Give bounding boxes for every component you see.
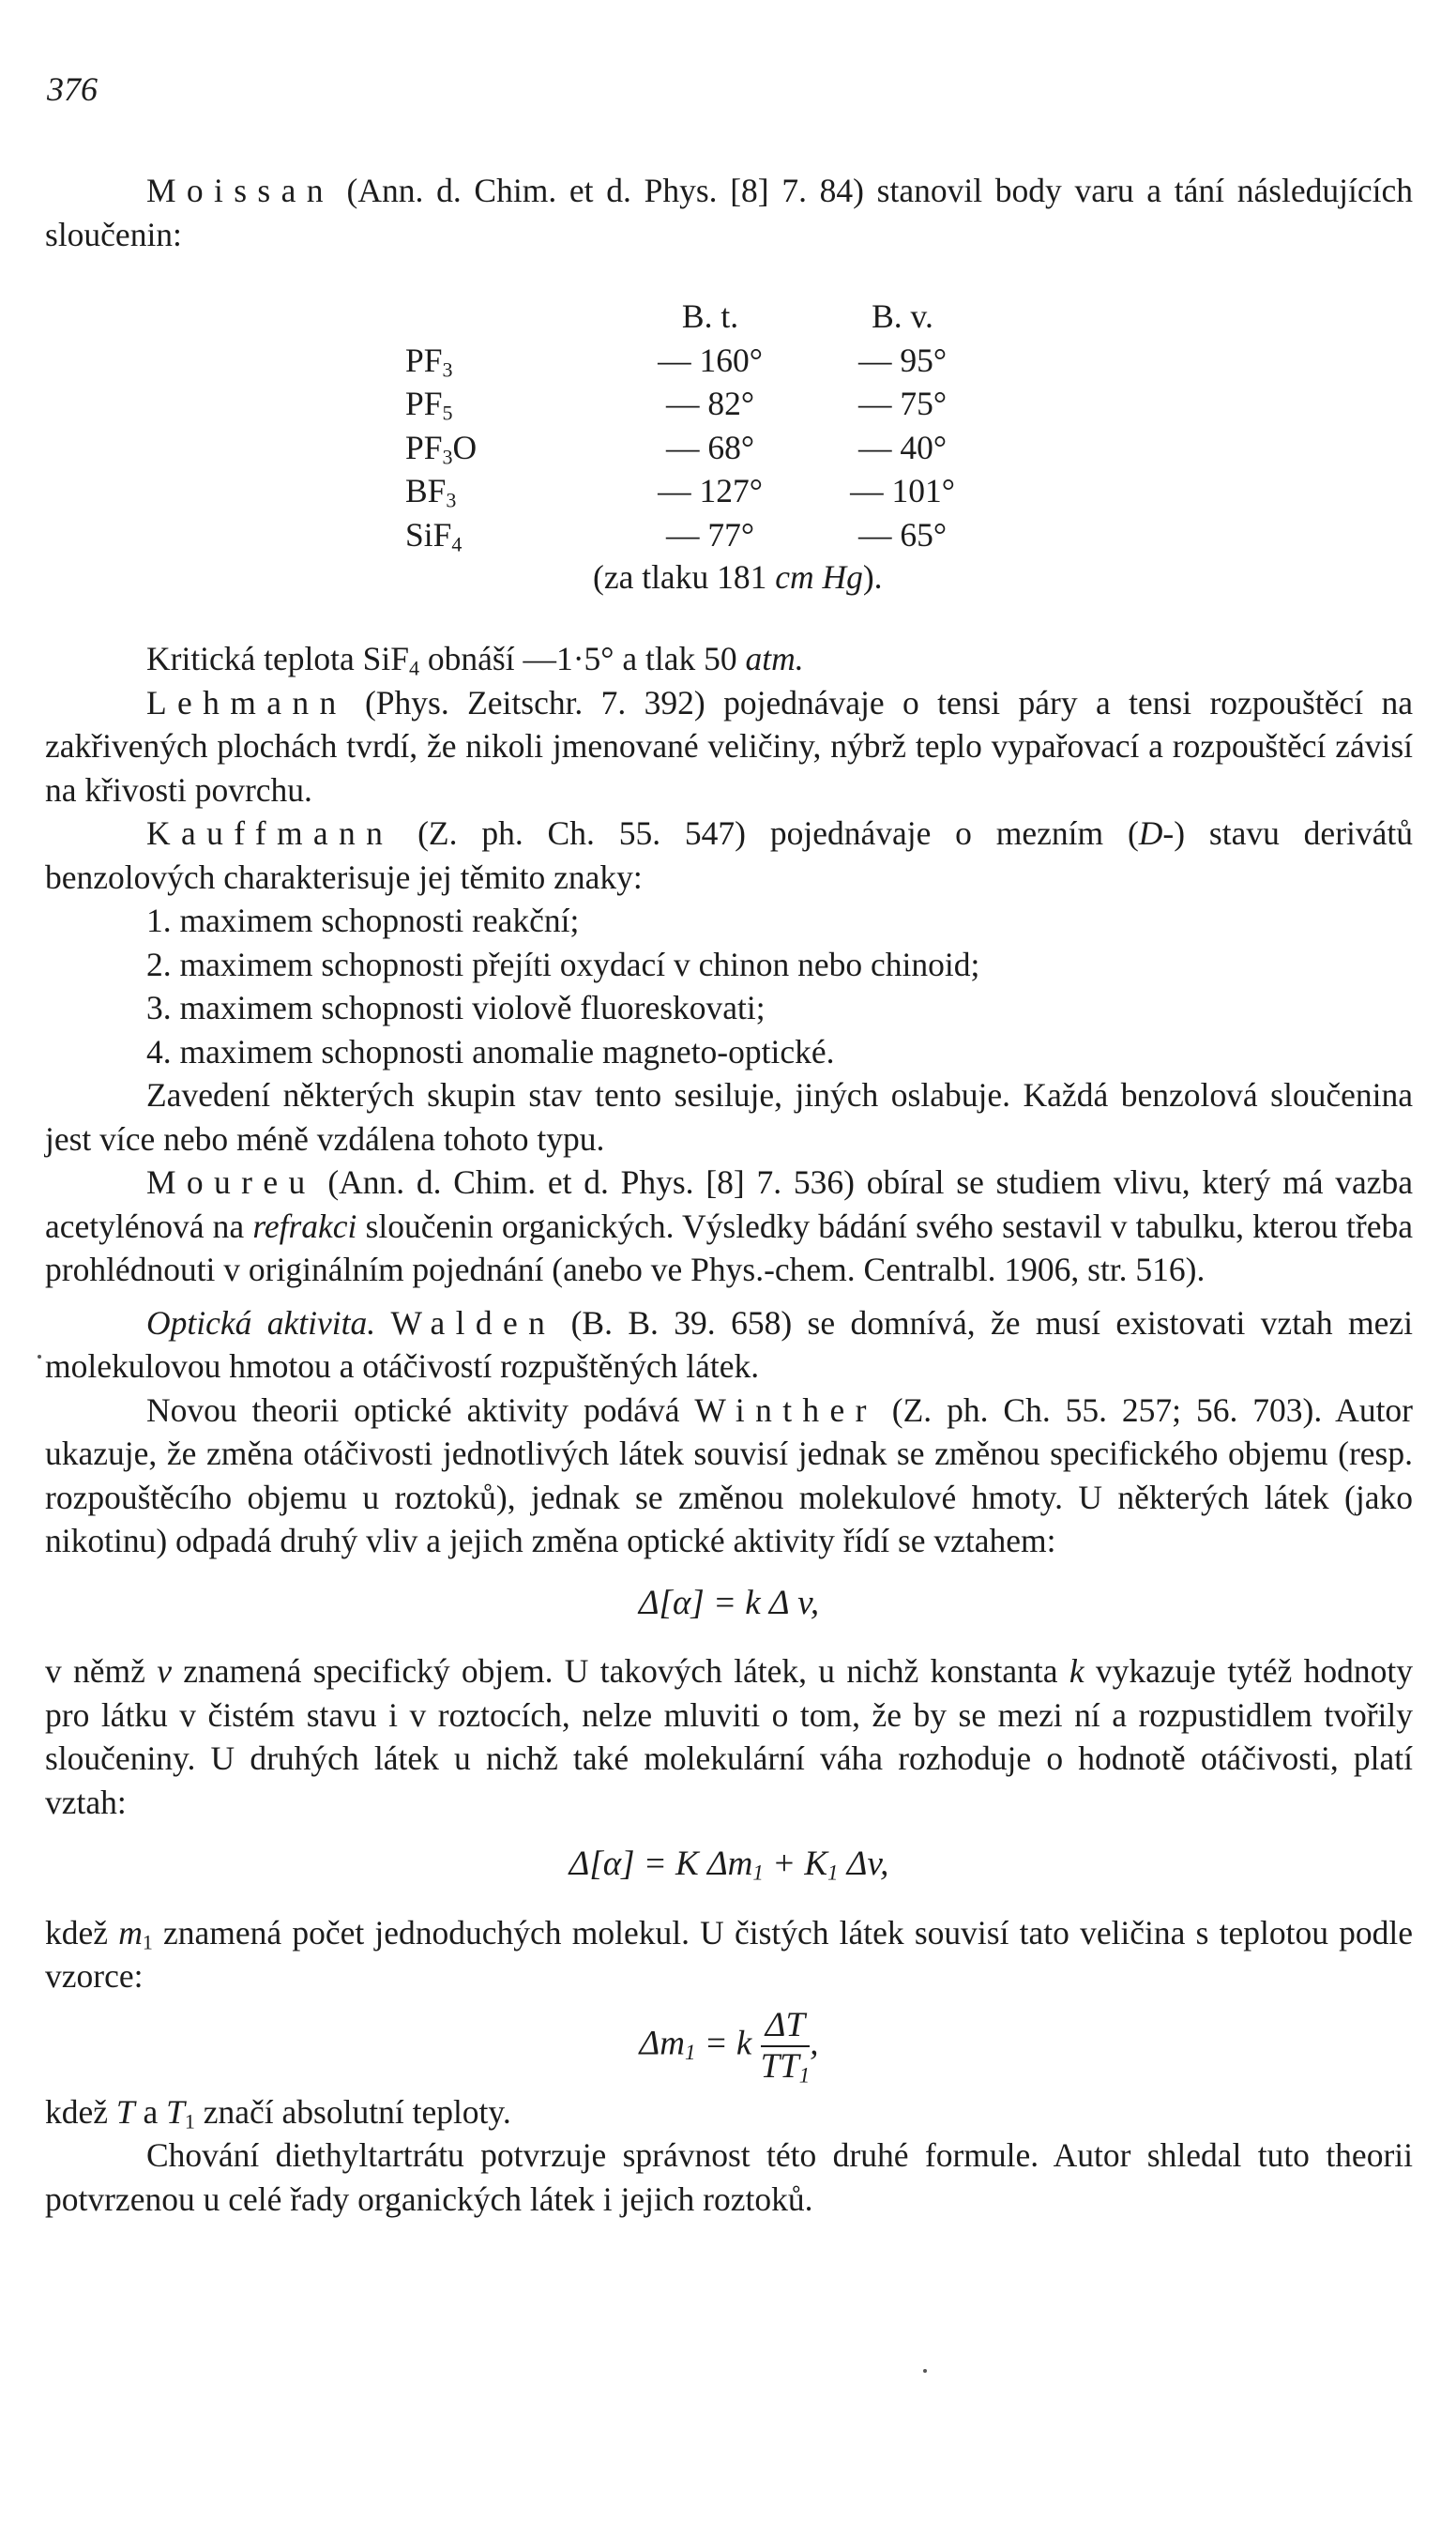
- table-header: [405, 295, 593, 339]
- paragraph-critical: Kritická teplota SiF$_4$ obnáší —1·5° a tlak 50 atm.: [146, 640, 804, 680]
- margin-mark: [923, 2369, 927, 2373]
- table-cell-bv: — 40°: [857, 428, 948, 466]
- page-number: 376: [47, 70, 98, 108]
- table-cell-bt: — 82°: [665, 385, 755, 422]
- list-item: 1. maximem schopnosti reakční;: [146, 902, 580, 939]
- table-header-row: [405, 295, 978, 339]
- table-cell-formula: $PF_3O$: [405, 428, 478, 468]
- fraction: $\frac{\Delta T}{TT_1}$: [760, 2005, 811, 2088]
- table-header: B. t.: [681, 297, 739, 335]
- list-item: 3. maximem schopnosti violově fluoreskovati;: [146, 989, 766, 1026]
- author-moissan: Moissan: [146, 172, 334, 209]
- table-cell-bt: — 127°: [658, 472, 763, 509]
- table-cell-bv: — 65°: [857, 515, 948, 554]
- pressure-note: (za tlaku 181 cm Hg).: [593, 558, 883, 596]
- table-cell-bt: — 77°: [665, 515, 755, 554]
- table-row: [405, 513, 978, 557]
- author-winther: Winther: [694, 1390, 877, 1429]
- margin-mark: [38, 1355, 41, 1359]
- table-cell-formula: $PF_5$: [405, 385, 453, 425]
- paragraph-zavedeni: Zavedení některých skupin stav tento sesiluje, jiných oslabuje. Každá benzolová sloučenina jest více nebo méně vzdálena tohoto typu.: [45, 1076, 1413, 1158]
- main-text: [45, 637, 1413, 2221]
- table-cell-formula: SiF$_4$: [405, 515, 463, 555]
- table-cell-bt: — 68°: [665, 428, 755, 466]
- author-moureu: Moureu: [146, 1163, 316, 1201]
- table-row: [405, 469, 978, 513]
- equation-3: $\Delta m_1 = k$ $\frac{\Delta T}{TT_1}$ ,: [639, 2005, 819, 2088]
- paragraph-t: kdež T a $T_1$ značí absolutní teploty.: [45, 2092, 511, 2133]
- table-row: [405, 426, 978, 470]
- paragraph-optical: Optická aktivita. Walden (B. B. 39. 658) se domnívá, že musí existovati vztah mezi molekulovou hmotou a otáčivostí rozpuštěných látek.: [45, 1303, 1413, 1385]
- equation-2: Δ[α] = K $\Delta m_1 + K_1$ Δv,: [569, 1845, 889, 1885]
- paragraph-m: kdež $m_1$ znamená počet jednoduchých molekul. U čistých látek souvisí tato veličina s teplotou podle vzorce:: [45, 1913, 1414, 1995]
- paragraph-chovani: Chování diethyltartrátu potvrzuje správnost této druhé formule. Autor shledal tuto theorii potvrzenou u celé řady organických látek i jejich roztoků.: [45, 2136, 1413, 2218]
- author-kauffmann: Kauffmann: [146, 814, 394, 852]
- paragraph-kauffmann: Kauffmann (Z. ph. Ch. 55. 547) pojednávaje o mezním (D-) stavu derivátů benzolových charakterisuje jej těmito znaky:: [45, 814, 1413, 896]
- table-row: [405, 382, 978, 426]
- author-walden: Walden: [390, 1303, 556, 1342]
- list-item: 2. maximem schopnosti přejíti oxydací v chinon nebo chinoid;: [146, 945, 980, 983]
- table-cell-bt: — 160°: [658, 341, 763, 379]
- paragraph-v: v němž v znamená specifický objem. U takových látek, u nichž konstanta k vykazuje tytéž hodnoty pro látku v čistém stavu i v roztocích, nelze mluviti o tom, že by se mezi ní a rozpustidlem tvořily sloučeniny. U druhých látek u nichž také molekulární váha rozhoduje o hodnotě otáčivosti, platí vztah:: [45, 1652, 1413, 1821]
- temperature-table: [405, 295, 978, 556]
- paragraph-moureu: Moureu (Ann. d. Chim. et d. Phys. [8] 7. 536) obíral se studiem vlivu, který má vazba acetylénová na refrakci sloučenin organických. Výsledky bádání svého sestavil v tabulku, kterou třeba prohlédnouti v originálním pojednání (anebo ve Phys.-chem. Centralbl. 1906, str. 516).: [45, 1163, 1413, 1288]
- table-cell-bv: — 75°: [857, 385, 948, 422]
- equation-1: Δ[α] = k Δ v,: [638, 1583, 820, 1622]
- table-cell-formula: $PF_3$: [405, 341, 453, 381]
- section-heading: Optická aktivita.: [146, 1303, 376, 1342]
- table-cell-bv: — 101°: [850, 472, 955, 509]
- author-lehmann: Lehmann: [146, 683, 347, 721]
- table-cell-bv: — 95°: [857, 341, 948, 379]
- paragraph-moissan: [45, 169, 1413, 256]
- table-header: B. v.: [872, 297, 933, 335]
- list-item: 4. maximem schopnosti anomalie magneto-optické.: [146, 1032, 835, 1071]
- paragraph-winther: Novou theorii optické aktivity podává Winther (Z. ph. Ch. 55. 257; 56. 703). Autor ukazuje, že změna otáčivosti jednotlivých látek souvisí jednak se změnou specifického objemu (resp. rozpouštěcího objemu u roztoků), jednak se změnou molekulové hmoty. U některých látek (jako nikotinu) odpadá druhý vliv a jejich změna optické aktivity řídí se vztahem:: [45, 1390, 1414, 1559]
- intro-block: [45, 169, 1413, 256]
- table-cell-formula: $BF_3$: [405, 472, 457, 512]
- intro-text: (Ann. d. Chim. et d. Phys. [8] 7. 84) stanovil body varu a tání následujících sloučenin:: [45, 172, 1413, 253]
- table-row: [405, 339, 978, 383]
- paragraph-lehmann: Lehmann (Phys. Zeitschr. 7. 392) pojednávaje o tensi páry a tensi rozpouštěcí na zakřivených plochách tvrdí, že nikoli jmenované veličiny, nýbrž teplo vypařovací a rozpouštěcí závisí na křivosti povrchu.: [45, 683, 1413, 809]
